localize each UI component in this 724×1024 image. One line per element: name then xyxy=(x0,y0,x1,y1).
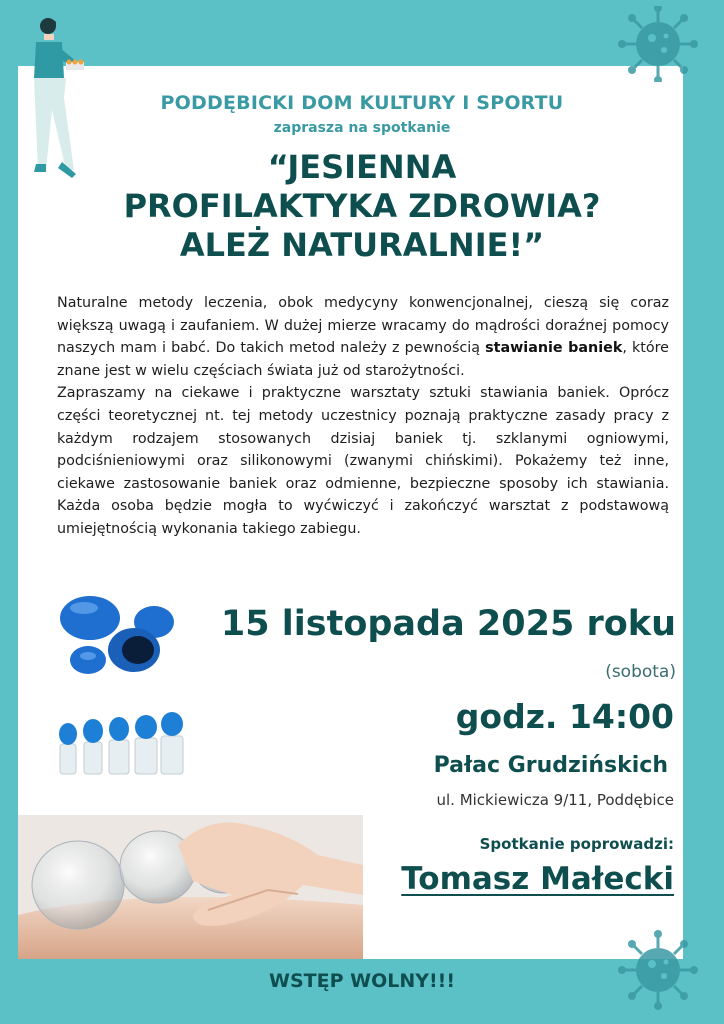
silicone-cups-image xyxy=(54,592,178,684)
event-time: godz. 14:00 xyxy=(455,697,674,736)
host-name: Tomasz Małecki xyxy=(401,861,674,897)
cupping-therapy-photo xyxy=(18,815,363,959)
event-weekday: (sobota) xyxy=(605,662,676,682)
virus-icon xyxy=(612,6,704,82)
host-label: Spotkanie poprowadzi: xyxy=(479,835,674,853)
event-title xyxy=(40,148,684,265)
description-highlight: stawianie baniek xyxy=(485,340,623,357)
invitation-text: zaprasza na spotkanie xyxy=(273,120,451,136)
description xyxy=(57,292,669,541)
title-line: PROFILAKTYKA ZDROWIA? xyxy=(123,187,601,225)
description-text: Zapraszamy na ciekawe i praktyczne warsztaty sztuki stawiania baniek. Oprócz części teoretycznej nt. tej metody uczestnicy poznają praktyczne zasady pracy z każdym rodzajem stosowanych dzisiaj baniek tj. szklanymi ogniowymi, podciśnieniowymi oraz silikonowymi (zwanymi chińskimi). Pokażemy też inne, ciekawe zastosowanie baniek oraz odmienne, bezpieczne sposoby ich stawiania. Każda osoba będzie mogła to wyćwiczyć i zakończyć warsztat z podstawową umiejętnością wykonania takiego zabiegu. xyxy=(57,385,669,537)
description-text: , które znane jest w wielu częściach świata już od starożytności. xyxy=(57,340,669,379)
description-text: Naturalne metody leczenia, obok medycyny konwencjonalnej, cieszą się coraz większą uwagą i zaufaniem. W dużej mierze wracamy do mądrości doraźnej pomocy naszych mam i babć. Do takich metod należy z pewnością xyxy=(57,295,669,357)
event-date: 15 listopada 2025 roku xyxy=(220,604,676,644)
title-line: ALEŻ NATURALNIE!” xyxy=(179,226,545,264)
organizer-heading: PODDĘBICKI DOM KULTURY I SPORTU xyxy=(160,92,564,114)
rubber-bulb-cups-image xyxy=(54,710,184,778)
title-line: “JESIENNA xyxy=(267,148,457,186)
free-entry-note: WSTĘP WOLNY!!! xyxy=(269,970,455,992)
event-address: ul. Mickiewicza 9/11, Poddębice xyxy=(436,791,674,809)
event-venue: Pałac Grudzińskich xyxy=(433,753,668,778)
